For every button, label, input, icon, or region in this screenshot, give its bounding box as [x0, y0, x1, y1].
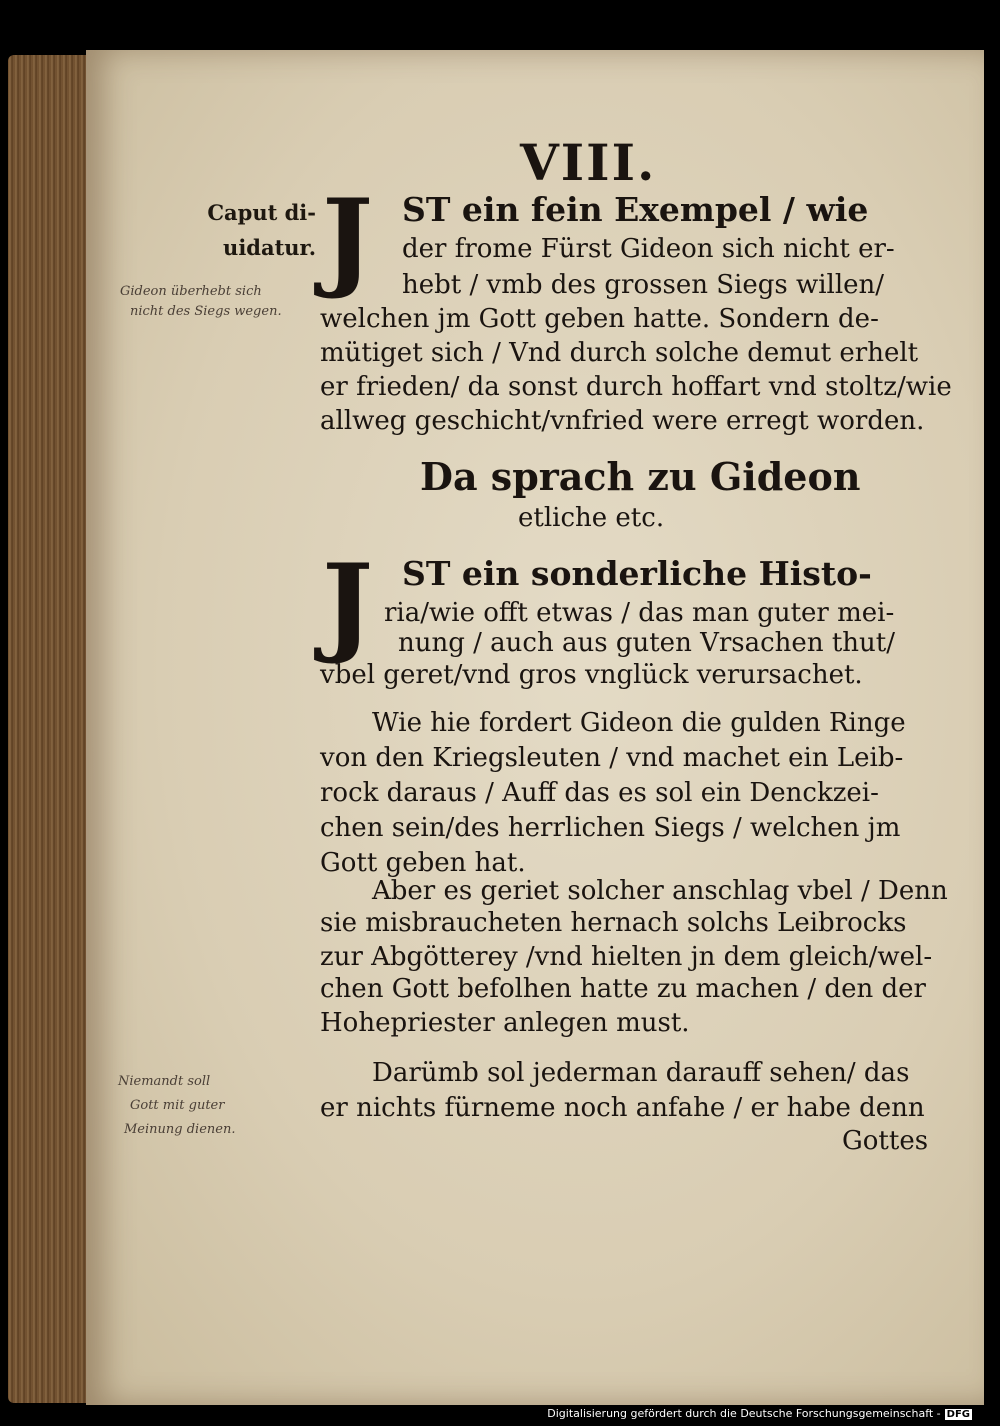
- para3-line1: Darümb sol jederman darauff sehen/ das: [372, 1058, 910, 1088]
- para2-line1: Aber es geriet solcher anschlag vbel / Denn: [372, 876, 948, 906]
- para1-line4: chen sein/des herrlichen Siegs / welchen jm: [320, 813, 901, 843]
- handwritten-note-2-line3: Meinung dienen.: [124, 1122, 236, 1137]
- section2-line1: ST ein sonderliche Histo-: [402, 554, 872, 593]
- section1-line6: er frieden/ da sonst durch hoffart vnd stoltz/wie: [320, 372, 952, 402]
- dropcap-2: J: [322, 541, 374, 667]
- section1-line2: der frome Fürst Gideon sich nicht er-: [402, 234, 895, 264]
- handwritten-note-1-line1: Gideon überhebt sich: [120, 284, 262, 299]
- para2-line3: zur Abgötterey /vnd hielten jn dem gleich/wel-: [320, 942, 933, 972]
- heading-line1: Da sprach zu Gideon: [420, 454, 861, 499]
- section1-line4: welchen jm Gott geben hatte. Sondern de-: [320, 304, 879, 334]
- section1-line3: hebt / vmb des grossen Siegs willen/: [402, 270, 885, 300]
- section1-line7: allweg geschicht/vnfried were erregt worden.: [320, 406, 925, 436]
- book-page-edges: [8, 55, 88, 1403]
- heading-line2: etliche etc.: [518, 503, 665, 533]
- handwritten-note-2-line2: Gott mit guter: [130, 1098, 225, 1113]
- margin-note-line1: Caput di-: [207, 200, 316, 225]
- para2-line2: sie misbraucheten hernach solchs Leibrocks: [320, 908, 907, 938]
- section2-line4: vbel geret/vnd gros vnglück verursachet.: [320, 660, 863, 690]
- para1-line2: von den Kriegsleuten / vnd machet ein Leib-: [320, 743, 904, 773]
- para1-line1: Wie hie fordert Gideon die gulden Ringe: [372, 708, 906, 738]
- section2-line2: ria/wie offt etwas / das man guter mei-: [384, 598, 895, 628]
- catchword: Gottes: [842, 1126, 929, 1156]
- handwritten-note-2-line1: Niemandt soll: [118, 1074, 211, 1089]
- footer-credit: [547, 1407, 972, 1420]
- dfg-logo: DFG: [946, 1409, 970, 1420]
- para2-line5: Hohepriester anlegen must.: [320, 1008, 690, 1038]
- para2-line4: chen Gott befolhen hatte zu machen / den der: [320, 974, 926, 1004]
- section1-line1: ST ein fein Exempel / wie: [402, 190, 869, 229]
- section1-line5: mütiget sich / Vnd durch solche demut erhelt: [320, 338, 919, 368]
- dropcap-1: J: [322, 176, 374, 302]
- para3-line2: er nichts fürneme noch anfahe / er habe denn: [320, 1093, 925, 1123]
- para1-line3: rock daraus / Auff das es sol ein Denckzei-: [320, 778, 879, 808]
- footer-text: Digitalisierung gefördert durch die Deutsche Forschungsgemeinschaft -: [547, 1407, 941, 1420]
- chapter-number: VIII.: [520, 133, 657, 192]
- para1-line5: Gott geben hat.: [320, 848, 526, 878]
- margin-note-line2: uidatur.: [223, 235, 316, 260]
- section2-line3: nung / auch aus guten Vrsachen thut/: [398, 628, 895, 658]
- handwritten-note-1-line2: nicht des Siegs wegen.: [130, 304, 282, 319]
